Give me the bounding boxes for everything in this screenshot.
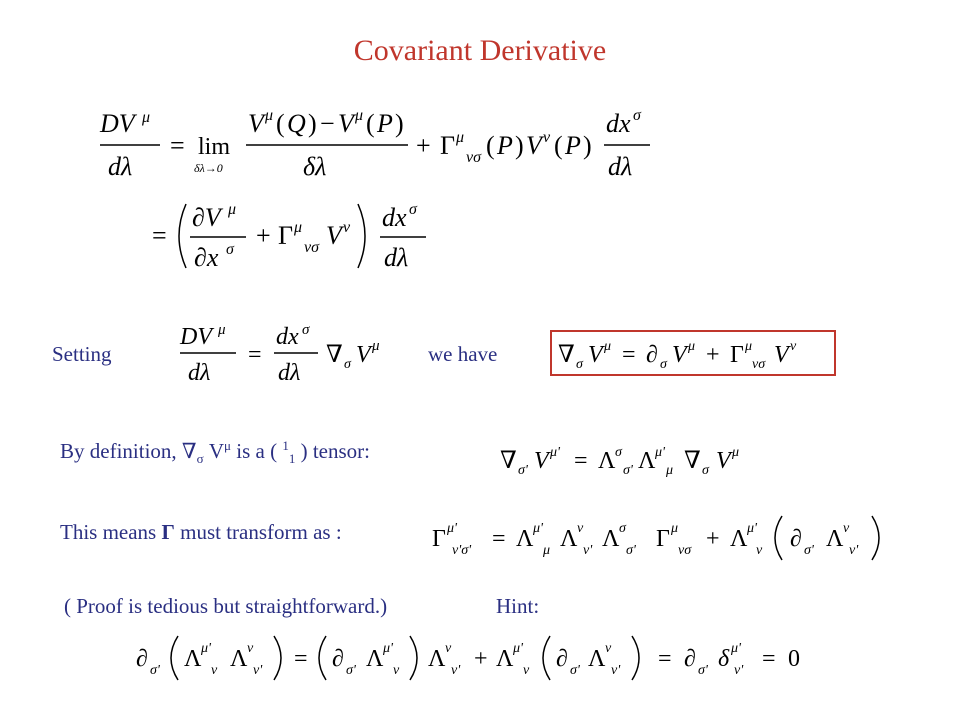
svg-text:ν: ν: [445, 641, 452, 656]
equation-covariant-limit: [98, 100, 678, 190]
svg-text:Λ: Λ: [560, 526, 578, 552]
by-definition-text: [60, 438, 370, 467]
svg-text:V: V: [588, 342, 603, 368]
svg-text:σ': σ': [570, 663, 580, 678]
by-definition-prefix: By definition, ∇: [60, 439, 197, 463]
svg-text:=: =: [762, 646, 776, 672]
svg-text:∂: ∂: [646, 342, 658, 368]
svg-text:(: (: [486, 131, 495, 160]
svg-text:μ: μ: [218, 322, 226, 338]
svg-text:(: (: [554, 131, 563, 160]
svg-text:ν: ν: [393, 663, 400, 678]
svg-text:−: −: [320, 109, 335, 138]
svg-text:dx: dx: [606, 109, 631, 138]
svg-text:ν: ν: [523, 663, 530, 678]
equation-hint: [134, 632, 834, 684]
svg-text:νσ: νσ: [466, 149, 481, 166]
by-definition-is: is a (: [231, 439, 278, 463]
svg-text:+: +: [474, 646, 488, 672]
svg-text:σ: σ: [409, 201, 417, 218]
svg-text:=: =: [574, 448, 588, 474]
svg-text:ν': ν': [583, 543, 593, 558]
svg-text:dλ: dλ: [108, 152, 133, 181]
svg-text:Λ: Λ: [366, 646, 384, 672]
svg-text:Λ: Λ: [826, 526, 844, 552]
svg-text:μ': μ': [383, 641, 394, 656]
svg-text:ν': ν': [611, 663, 621, 678]
this-means-prefix: This means: [60, 520, 162, 544]
svg-text:σ: σ: [344, 357, 351, 372]
svg-text:=: =: [294, 646, 308, 672]
svg-text:P: P: [377, 109, 393, 138]
svg-text:σ': σ': [346, 663, 356, 678]
svg-text:μ: μ: [688, 339, 696, 354]
svg-text:∂: ∂: [684, 646, 696, 672]
svg-text:δ: δ: [718, 646, 730, 672]
svg-text:+: +: [706, 526, 720, 552]
svg-text:μ: μ: [142, 109, 151, 126]
svg-text:dλ: dλ: [188, 360, 211, 386]
svg-text:σ': σ': [623, 463, 633, 478]
svg-text:μ: μ: [294, 219, 303, 236]
svg-text:V: V: [526, 131, 542, 160]
svg-text:+: +: [416, 131, 431, 160]
svg-text:Γ: Γ: [730, 342, 744, 368]
svg-text:ν'σ': ν'σ': [452, 543, 472, 558]
by-definition-tensor: ) tensor:: [295, 439, 370, 463]
svg-text:∇: ∇: [326, 342, 343, 368]
svg-text:∇: ∇: [558, 342, 575, 368]
svg-text:V: V: [774, 342, 789, 368]
by-definition-sigma: σ: [196, 451, 204, 467]
svg-text:μ: μ: [671, 521, 679, 536]
svg-text:∂: ∂: [332, 646, 344, 672]
svg-text:μ': μ': [533, 521, 544, 536]
svg-text:μ: μ: [355, 107, 364, 124]
svg-text:Λ: Λ: [230, 646, 248, 672]
svg-text:σ: σ: [576, 357, 583, 372]
svg-text:DV: DV: [180, 324, 212, 350]
svg-text:=: =: [170, 131, 185, 160]
svg-text:σ: σ: [226, 241, 234, 258]
svg-text:δλ: δλ: [303, 152, 327, 181]
svg-text:σ': σ': [626, 543, 636, 558]
svg-text:νσ: νσ: [752, 357, 766, 372]
svg-text:+: +: [706, 342, 720, 368]
svg-text:∂: ∂: [556, 646, 568, 672]
svg-text:Λ: Λ: [730, 526, 748, 552]
svg-text:σ': σ': [518, 463, 528, 478]
svg-text:): ): [395, 109, 404, 138]
svg-text:σ': σ': [804, 543, 814, 558]
svg-text:0: 0: [788, 646, 800, 672]
svg-text:∇: ∇: [684, 448, 701, 474]
svg-text:σ: σ: [619, 521, 626, 536]
svg-text:ν': ν': [849, 543, 859, 558]
svg-text:∂V: ∂V: [192, 203, 221, 232]
svg-text:∇: ∇: [500, 448, 517, 474]
svg-text:Λ: Λ: [496, 646, 514, 672]
equation-setting: [178, 318, 398, 388]
we-have-label: we have: [428, 342, 498, 366]
svg-text:ν: ν: [605, 641, 612, 656]
svg-text:μ': μ': [447, 521, 458, 536]
svg-text:ν: ν: [543, 129, 551, 146]
svg-text:=: =: [658, 646, 672, 672]
svg-text:μ': μ': [513, 641, 524, 656]
svg-text:μ: μ: [543, 543, 551, 558]
proof-note: ( Proof is tedious but straightforward.): [64, 594, 388, 618]
svg-text:): ): [515, 131, 524, 160]
svg-text:DV: DV: [100, 109, 135, 138]
svg-text:ν': ν': [734, 663, 744, 678]
svg-text:=: =: [492, 526, 506, 552]
svg-text:∂: ∂: [136, 646, 148, 672]
svg-text:ν': ν': [451, 663, 461, 678]
svg-text:σ: σ: [633, 107, 641, 124]
svg-text:ν: ν: [211, 663, 218, 678]
svg-text:μ: μ: [265, 107, 274, 124]
svg-text:μ: μ: [732, 445, 740, 460]
svg-text:Λ: Λ: [602, 526, 620, 552]
svg-text:=: =: [622, 342, 636, 368]
svg-text:dx: dx: [382, 203, 407, 232]
svg-text:Λ: Λ: [428, 646, 446, 672]
svg-text:V: V: [716, 448, 731, 474]
svg-text:μ: μ: [666, 463, 674, 478]
equation-covariant-expanded: [150, 198, 440, 278]
this-means-gamma: Γ: [161, 520, 175, 544]
svg-text:ν: ν: [577, 521, 584, 536]
svg-text:V: V: [326, 221, 342, 250]
svg-text:V: V: [672, 342, 687, 368]
svg-text:P: P: [497, 131, 513, 160]
by-definition-mu: μ: [224, 438, 231, 453]
svg-text:σ: σ: [660, 357, 667, 372]
svg-text:=: =: [248, 342, 262, 368]
svg-text:νσ: νσ: [304, 239, 319, 256]
svg-text:δλ→0: δλ→0: [194, 161, 223, 175]
svg-text:μ': μ': [201, 641, 212, 656]
equation-gamma-transform: [430, 510, 940, 562]
svg-text:μ: μ: [456, 129, 465, 146]
svg-text:μ': μ': [731, 641, 742, 656]
svg-text:ν: ν: [756, 543, 763, 558]
svg-text:Λ: Λ: [598, 448, 616, 474]
svg-text:ν: ν: [843, 521, 850, 536]
by-definition-upper-1: 1: [282, 438, 289, 453]
page-title: Covariant Derivative: [353, 34, 607, 67]
svg-text:σ: σ: [615, 445, 622, 460]
svg-text:lim: lim: [198, 134, 231, 160]
svg-text:Γ: Γ: [432, 526, 446, 552]
svg-text:μ: μ: [372, 338, 380, 354]
svg-text:(: (: [366, 109, 375, 138]
by-definition-v: V: [203, 439, 225, 463]
svg-text:μ: μ: [228, 201, 237, 218]
svg-text:dλ: dλ: [384, 243, 409, 272]
svg-text:V: V: [248, 109, 264, 138]
svg-text:=: =: [152, 221, 167, 250]
svg-text:Λ: Λ: [588, 646, 606, 672]
svg-text:μ: μ: [604, 339, 612, 354]
svg-text:ν': ν': [253, 663, 263, 678]
svg-text:P: P: [565, 131, 581, 160]
svg-text:ν: ν: [247, 641, 254, 656]
svg-text:Γ: Γ: [440, 131, 456, 160]
svg-text:): ): [308, 109, 317, 138]
hint-label: Hint:: [496, 594, 540, 618]
svg-text:dx: dx: [276, 324, 299, 350]
svg-text:+: +: [256, 221, 271, 250]
svg-text:V: V: [338, 109, 354, 138]
this-means-suffix: must transform as :: [174, 520, 342, 544]
svg-text:dλ: dλ: [278, 360, 301, 386]
svg-text:V: V: [356, 342, 371, 368]
svg-text:(: (: [276, 109, 285, 138]
svg-text:νσ: νσ: [678, 543, 692, 558]
svg-text:∂x: ∂x: [194, 243, 219, 272]
svg-text:∂: ∂: [790, 526, 802, 552]
svg-text:Λ: Λ: [516, 526, 534, 552]
svg-text:μ': μ': [747, 521, 758, 536]
equation-covariant-derivative-result: [556, 334, 832, 372]
this-means-text: [60, 520, 342, 545]
svg-text:σ: σ: [702, 463, 709, 478]
svg-text:Λ: Λ: [184, 646, 202, 672]
svg-text:μ: μ: [745, 339, 753, 354]
svg-text:ν: ν: [343, 219, 351, 236]
equation-tensor-transform: [498, 440, 798, 480]
svg-text:V: V: [534, 448, 549, 474]
svg-text:Λ: Λ: [638, 448, 656, 474]
svg-text:μ': μ': [550, 445, 561, 460]
svg-text:Q: Q: [287, 109, 306, 138]
svg-text:): ): [583, 131, 592, 160]
svg-text:Γ: Γ: [278, 221, 294, 250]
svg-text:σ': σ': [150, 663, 160, 678]
svg-text:σ: σ: [302, 322, 310, 338]
setting-label: Setting: [52, 342, 112, 366]
by-definition-lower-1: 1: [288, 451, 296, 467]
svg-text:dλ: dλ: [608, 152, 633, 181]
svg-text:Γ: Γ: [656, 526, 670, 552]
svg-text:ν: ν: [790, 339, 797, 354]
svg-text:μ': μ': [655, 445, 666, 460]
svg-text:σ': σ': [698, 663, 708, 678]
